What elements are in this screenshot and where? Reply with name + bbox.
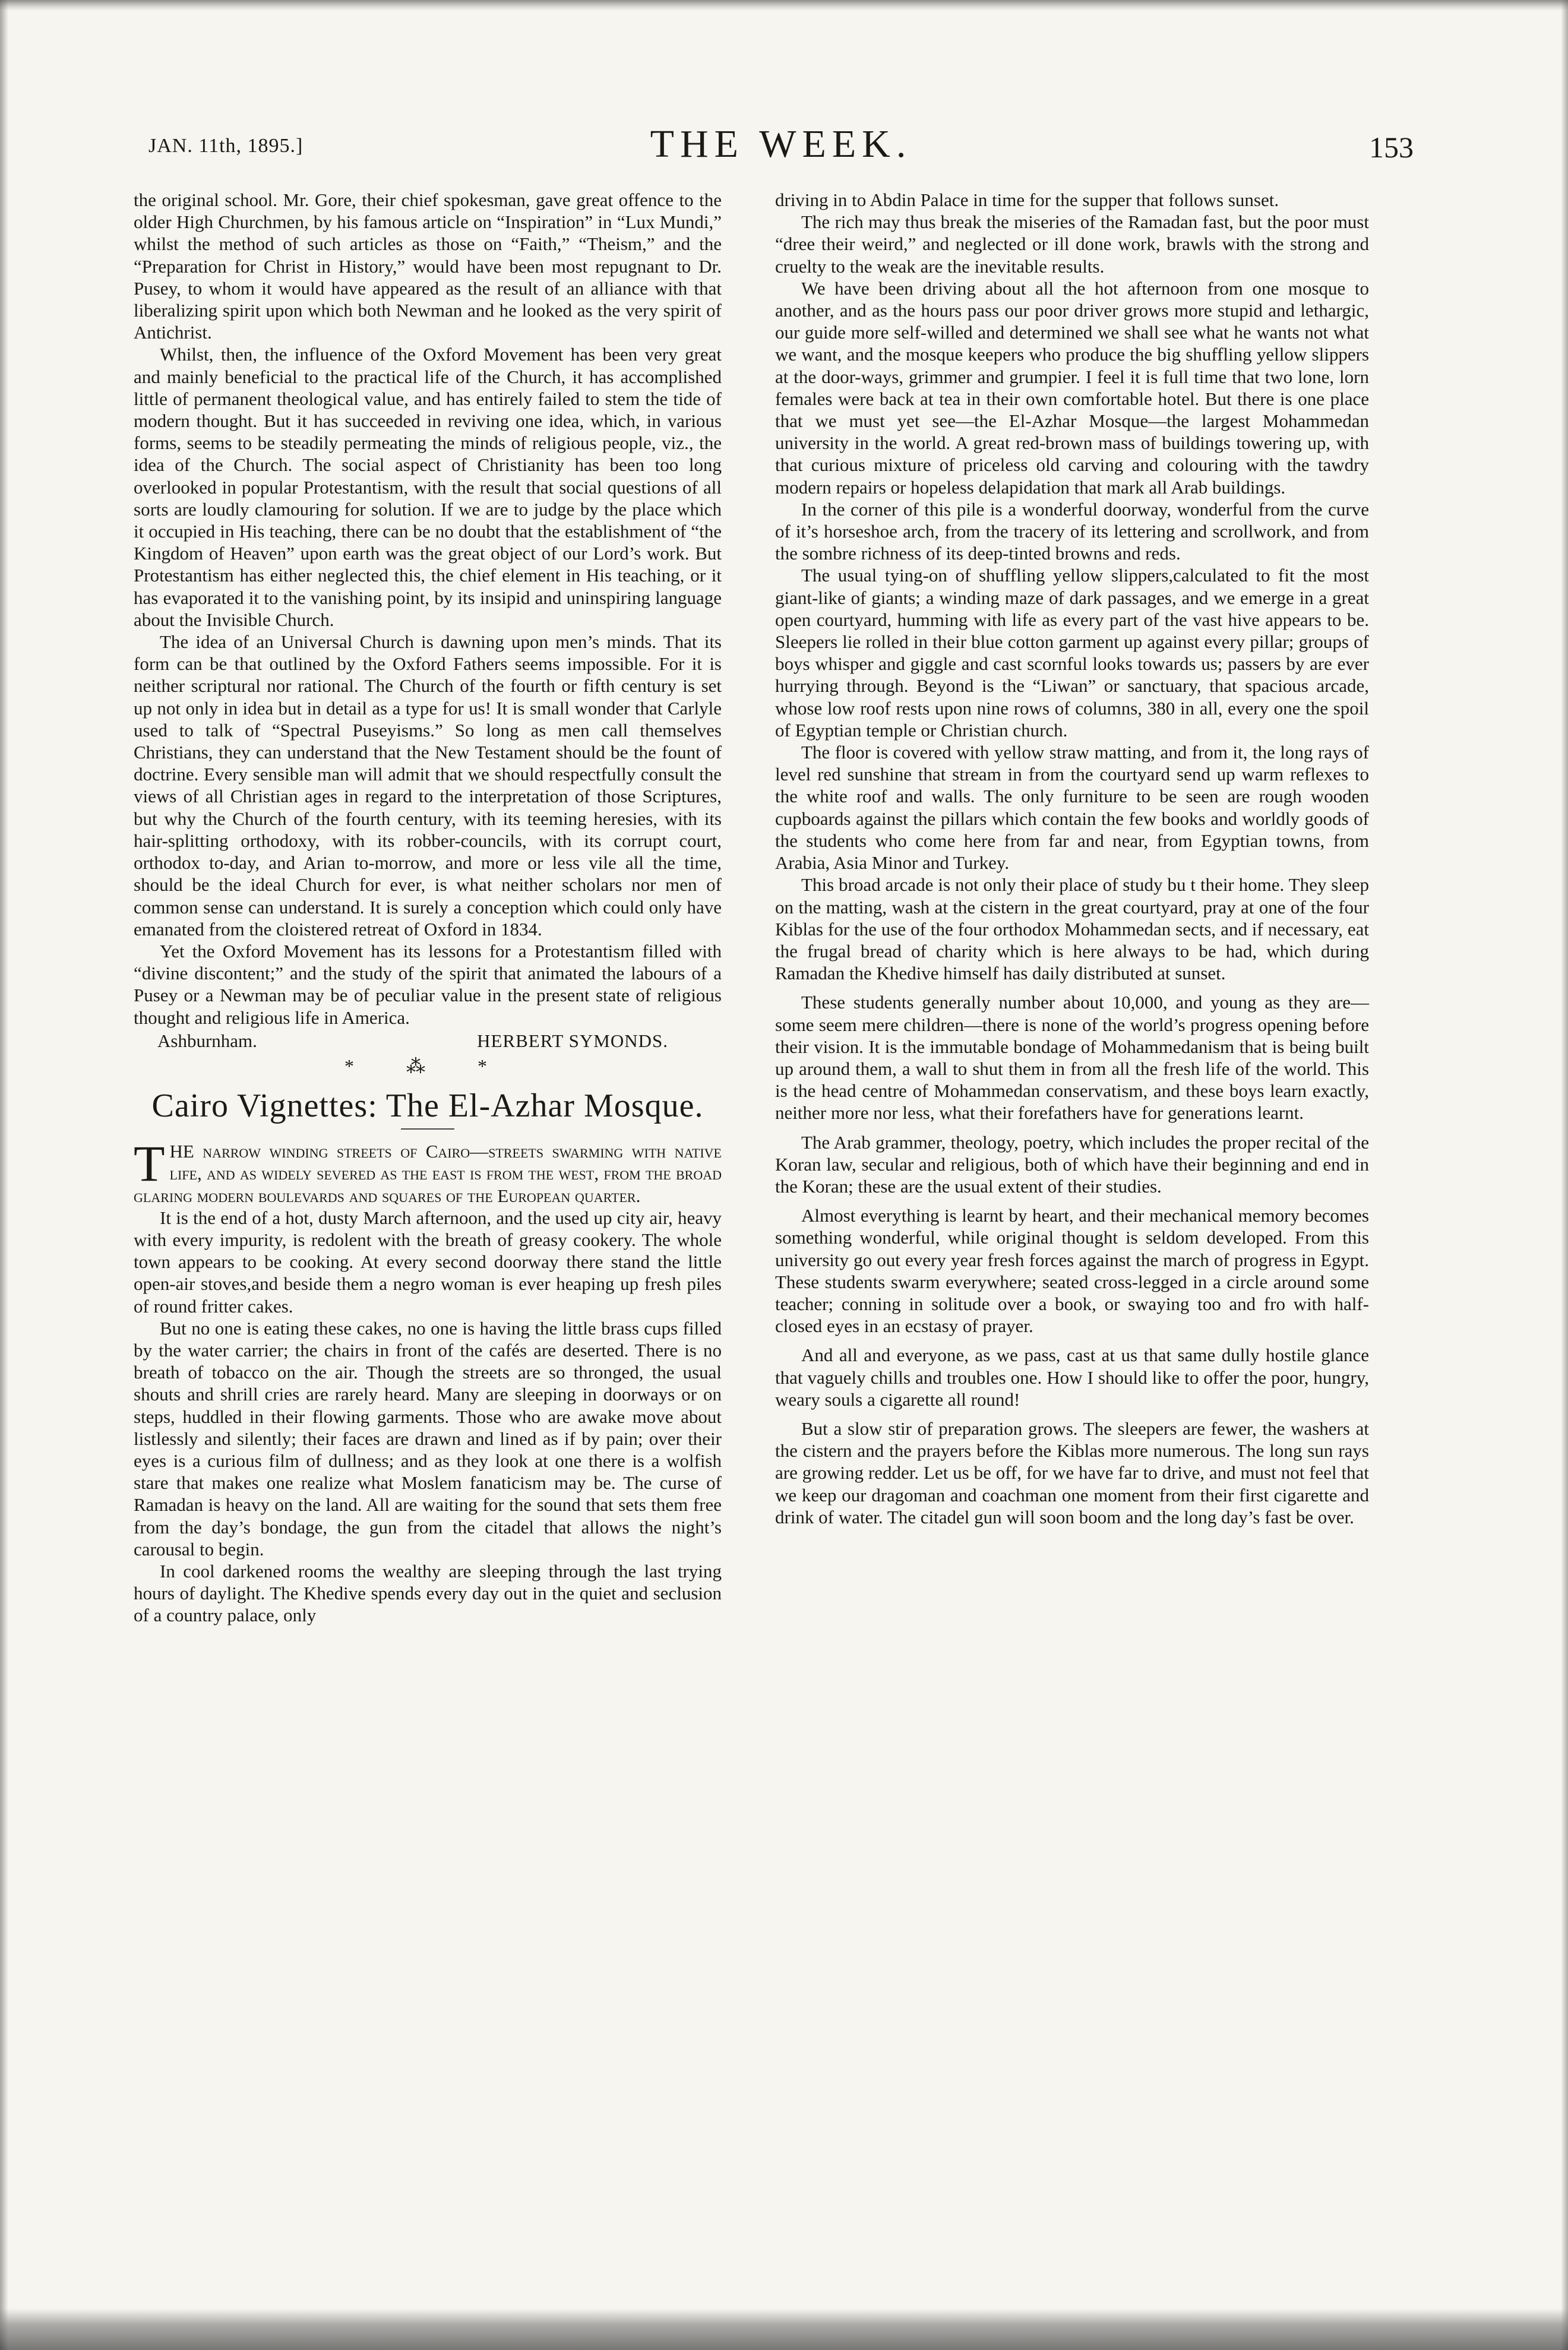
paragraph: But a slow stir of preparation grows. The sleepers are fewer, the washers at the cistern and the prayers before the Kiblas more numerous. The long sun rays are growing redder. Let us be off, for we have far to drive, and must not feel that we keep our dragoman and coachman one moment from their first cigarette and drink of water. The citadel gun will soon boom and the long day’s fast be over. [775, 1418, 1369, 1527]
article-paragraph: In cool darkened rooms the wealthy are sleeping through the last trying hours of daylight. The Khedive spends every day out in the quiet and seclusion of a country palace, only [134, 1560, 722, 1626]
left-column [134, 189, 722, 1627]
signature [134, 1030, 722, 1052]
section-separator: * ⁂ * [344, 1055, 511, 1077]
article-paragraph: But no one is eating these cakes, no one is having the little brass cups filled by the water carrier; the chairs in front of the cafés are deserted. There is no breath of tobacco on the air. Though the streets are so thronged, the usual shouts and shrill cries are rarely heard. Many are sleeping in doorways or on steps, huddled in their flowing garments. Those who are awake move about listlessly and silently; their faces are drawn and lined as if by pain; over their eyes is a curious film of dullness; and as they look at one there is a wolfish stare that makes one realize what Moslem fanaticism may be. The curse of Ramadan is heavy on the land. All are waiting for the sound that sets them free from the day’s bondage, the gun from the citadel that allows the night’s carousal to begin. [134, 1317, 722, 1560]
paragraph: Yet the Oxford Movement has its lessons for a Protestantism filled with “divine discontent;” and the study of the spirit that animated the labours of a Pusey or a Newman may be of peculiar value in the present state of religious thought and religious life in America. [134, 940, 722, 1028]
title-rule [401, 1128, 454, 1130]
paragraph: These students generally number about 10,000, and young as they are—some seem mere children—there is none of the world’s progress opening before their vision. It is the immutable bondage of Mohammedanism that is being built up around them, a wall to shut them in from all the fresh life of the world. This is the head centre of Mohammedan conservatism, and these boys learn exactly, neither more nor less, what their forefathers have for generations learnt. [775, 992, 1369, 1124]
paragraph: Almost everything is learnt by heart, and their mechanical memory becomes something wonderful, while original thought is seldom developed. From this university go out every year fresh forces against the march of progress in Egypt. These students swarm everywhere; seated cross-legged in a circle around some teacher; conning in solitude over a book, or swaying too and fro with half-closed eyes in an ecstasy of prayer. [775, 1205, 1369, 1337]
page-number: 153 [1369, 131, 1414, 164]
scan-edge-bottom [0, 2308, 1568, 2350]
article-lead-text: HE narrow winding streets of Cairo—streets swarming with native life, and as widely severed as the east is from the west, from the broad glaring modern boulevards and squares of the European quarter. [134, 1141, 722, 1206]
issue-date: JAN. 11th, 1895.] [148, 135, 304, 157]
signature-author: HERBERT SYMONDS. [477, 1030, 668, 1051]
paragraph: Whilst, then, the influence of the Oxford Movement has been very great and mainly beneficial to the practical life of the Church, it has accomplished little of permanent theological value, and has entirely failed to stem the tide of modern thought. But it has succeeded in reviving one idea, which, in various forms, seems to be steadily permeating the minds of religious people, viz., the idea of the Church. The social aspect of Christianity has been too long overlooked in popular Protestantism, with the result that social questions of all sorts are loudly clamouring for solution. If we are to judge by the place which it occupied in His teaching, there can be no doubt that the establishment of “the Kingdom of Heaven” upon earth was the great object of our Lord’s work. But Protestantism has either neglected this, the chief element in His teaching, or it has evaporated it to the vanishing point, by its insipid and uninspiring language about the Invisible Church. [134, 344, 722, 630]
article-paragraph [134, 1135, 722, 1207]
paragraph: the original school. Mr. Gore, their chief spokesman, gave great offence to the older High Churchmen, by his famous article on “Inspiration” in “Lux Mundi,” whilst the method of such articles as those on “Faith,” “Theism,” and the “Preparation for Christ in History,” would have been most repugnant to Dr. Pusey, to whom it would have appeared as the result of an alliance with that liberalizing spirit upon which both Newman and he looked as the very spirit of Antichrist. [134, 189, 722, 343]
scan-edge-left [0, 0, 8, 2350]
paragraph: And all and everyone, as we pass, cast at us that same dully hostile glance that vaguely chills and troubles one. How I should like to offer the poor, hungry, weary souls a cigarette all round! [775, 1345, 1369, 1410]
paragraph: The idea of an Universal Church is dawning upon men’s minds. That its form can be that outlined by the Oxford Fathers seems impossible. For it is neither scriptural nor rational. The Church of the fourth or fifth century is set up not only in idea but in detail as a type for us! It is small wonder that Carlyle used to talk of “Spectral Puseyisms.” So long as men call themselves Christians, they can understand that the New Testament should be the fount of doctrine. Every sensible man will admit that we should respectfully consult the views of all Christian ages in regard to the interpretation of those Scriptures, but why the Church of the fourth century, with its teeming heresies, with its hair-splitting orthodoxy, with its robber-councils, with its corrupt court, orthodox to-day, and Arian to-morrow, and more or less vile all the time, should be the ideal Church for ever, is what neither scholars nor men of common sense can understand. It is surely a conception which could only have emanated from the cloistered retreat of Oxford in 1834. [134, 631, 722, 940]
publication-title: THE WEEK. [650, 122, 912, 166]
paragraph: The rich may thus break the miseries of the Ramadan fast, but the poor must “dree their weird,” and neglected or ill done work, brawls with the strong and cruelty to the weak are the inevitable results. [775, 211, 1369, 277]
signature-place: Ashburnham. [157, 1030, 257, 1051]
drop-cap: T [134, 1135, 165, 1193]
paragraph: The usual tying-on of shuffling yellow slippers,calculated to fit the most giant-like of giants; a winding maze of dark passages, and we emerge in a great open courtyard, humming with life as every part of the vast hive appears to be. Sleepers lie rolled in their blue cotton garment up against every pillar; groups of boys whisper and giggle and cast scornful looks towards us; passers by are ever hurrying through. Beyond is the “Liwan” or sanctuary, that spacious arcade, whose low roof rests upon nine rows of columns, 380 in all, every one the spoil of Egyptian temple or Christian church. [775, 565, 1369, 741]
paragraph: The Arab grammer, theology, poetry, which includes the proper recital of the Koran law, secular and religious, both of which have their beginning and end in the Koran; these are the usual extent of their studies. [775, 1131, 1369, 1197]
paragraph: This broad arcade is not only their place of study bu t their home. They sleep on the matting, wash at the cistern in the great courtyard, pray at one of the four Kiblas for the use of the four orthodox Mohammedan sects, and if necessary, eat the frugal bread of charity which is here always to be had, which during Ramadan the Khedive himself has daily distributed at sunset. [775, 874, 1369, 984]
page-header [148, 122, 1414, 169]
right-column [775, 189, 1369, 1528]
paragraph: The floor is covered with yellow straw matting, and from it, the long rays of level red sunshine that stream in from the courtyard send up warm reflexes to the white roof and walls. The only furniture to be seen are rough wooden cupboards against the pillars which contain the few books and worldly goods of the students who come here from far and near, from Egyptian towns, from Arabia, Asia Minor and Turkey. [775, 742, 1369, 874]
paragraph: In the corner of this pile is a wonderful doorway, wonderful from the curve of it’s horseshoe arch, from the tracery of its lettering and scrollwork, and from the sombre richness of its deep-tinted browns and reds. [775, 498, 1369, 564]
article-paragraph: It is the end of a hot, dusty March afternoon, and the used up city air, heavy with every impurity, is redolent with the breath of greasy cookery. The whole town appears to be cooking. At every second doorway there stand the little open-air stoves,and beside them a negro woman is ever heaping up fresh piles of round fritter cakes. [134, 1207, 722, 1317]
article-title: Cairo Vignettes: The El-Azhar Mosque. [151, 1087, 704, 1125]
scan-edge-top [0, 0, 1568, 11]
scan-edge-right [1561, 0, 1568, 2350]
paragraph: driving in to Abdin Palace in time for the supper that follows sunset. [775, 189, 1279, 210]
paragraph: We have been driving about all the hot afternoon from one mosque to another, and as the hours pass our poor driver grows more stupid and lethargic, our guide more self-willed and determined we shall see what he wants not what we want, and the mosque keepers who produce the big shuffling yellow slippers at the door-ways, grimmer and grumpier. I feel it is full time that two lone, lorn females were back at tea in their own comfortable hotel. But there is one place that we must yet see—the El-Azhar Mosque—the largest Mohammedan university in the world. A great red-brown mass of buildings towering up, with that curious mixture of priceless old carving and colouring with the tawdry modern repairs or hopeless delapidation that mark all Arab buildings. [775, 277, 1369, 498]
